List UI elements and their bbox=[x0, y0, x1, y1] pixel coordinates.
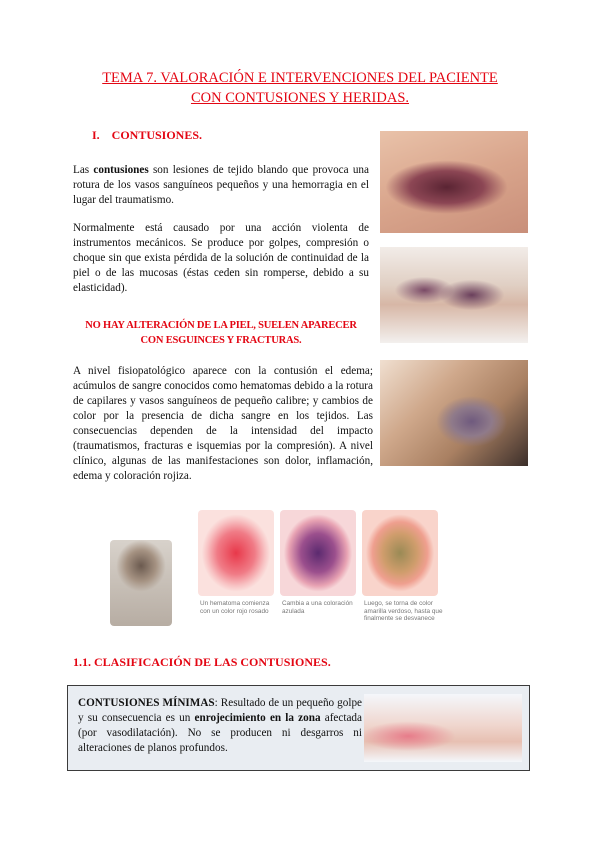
box-text bbox=[78, 696, 362, 756]
caption-stage-1: Un hematoma comienza con un color rojo rosado bbox=[200, 600, 270, 615]
title-line-2: CON CONTUSIONES Y HERIDAS. bbox=[190, 90, 410, 106]
term-contusiones-minimas: CONTUSIONES MÍNIMAS bbox=[78, 697, 215, 709]
section-number: I. bbox=[92, 128, 100, 142]
box-text-part: afectada (por vasodilatación). No se producen ni desgarros ni alteraciones de planos profundos. bbox=[78, 712, 362, 754]
caption-stage-2: Cambia a una coloración azulada bbox=[282, 600, 353, 615]
hematoma-stage-blue bbox=[280, 510, 356, 596]
alert-line-1: NO HAY ALTERACIÓN DE LA PIEL, SUELEN APARECER bbox=[85, 320, 357, 331]
child-photo bbox=[110, 540, 172, 626]
alert-line-2: CON ESGUINCES Y FRACTURAS. bbox=[140, 335, 302, 346]
section-heading-contusiones bbox=[92, 128, 202, 143]
paragraph-causes: Normalmente está causado por una acción violenta de instrumentos mecánicos. Se produce por golpes, compresión o choque sin que exista pérdida de la solución de continuidad de la piel o de las mucosas (éstas ceden sin romperse, debido a su elasticidad). bbox=[73, 222, 369, 294]
caption-stage-3: Luego, se torna de color amarilla verdoso, hasta que finalmente se desvanece bbox=[364, 600, 443, 622]
alert-note bbox=[73, 318, 369, 348]
bruise-photo-leg bbox=[380, 360, 528, 466]
term-enrojecimiento: enrojecimiento en la zona bbox=[194, 712, 321, 724]
title-line-1: TEMA 7. VALORACIÓN E INTERVENCIONES DEL PACIENTE bbox=[102, 70, 498, 86]
paragraph-text: Las bbox=[73, 164, 94, 176]
hematoma-stage-yellow bbox=[362, 510, 438, 596]
bruise-photo-back bbox=[380, 131, 528, 233]
paragraph-text: son lesiones de tejido blando que provoca una rotura de los vasos sanguíneos pequeños y una hemorragia en el lugar del traumatismo. bbox=[73, 164, 369, 206]
paragraph-pathophysiology: A nivel fisiopatológico aparece con la contusión el edema; acúmulos de sangre conocidos como hematomas debido a la rotura de capilares y vasos sanguíneos de pequeño calibre; y cambios de color por la presencia de dicha sangre en los tejidos. Las consecuencias dependen de la intensidad del impacto (traumatismos, fracturas e isquemias por la compresión). A nivel clínico, algunas de las manifestaciones son dolor, inflamación, edema y coloración rojiza. bbox=[73, 365, 373, 482]
paragraph-definition bbox=[73, 163, 369, 208]
hematoma-stage-red bbox=[198, 510, 274, 596]
section-heading-clasificacion: 1.1. CLASIFICACIÓN DE LAS CONTUSIONES. bbox=[73, 655, 331, 669]
page-title bbox=[60, 68, 540, 108]
bruise-photo-knee bbox=[380, 247, 528, 343]
hematoma-stages-figure bbox=[110, 500, 450, 628]
box-text-part: : Resultado de un pequeño golpe y su consecuencia es un bbox=[78, 697, 362, 724]
redness-photo bbox=[364, 694, 522, 762]
section-title: CONTUSIONES. bbox=[111, 128, 203, 142]
classification-box-minimas bbox=[67, 685, 530, 771]
term-contusiones: contusiones bbox=[93, 164, 149, 176]
